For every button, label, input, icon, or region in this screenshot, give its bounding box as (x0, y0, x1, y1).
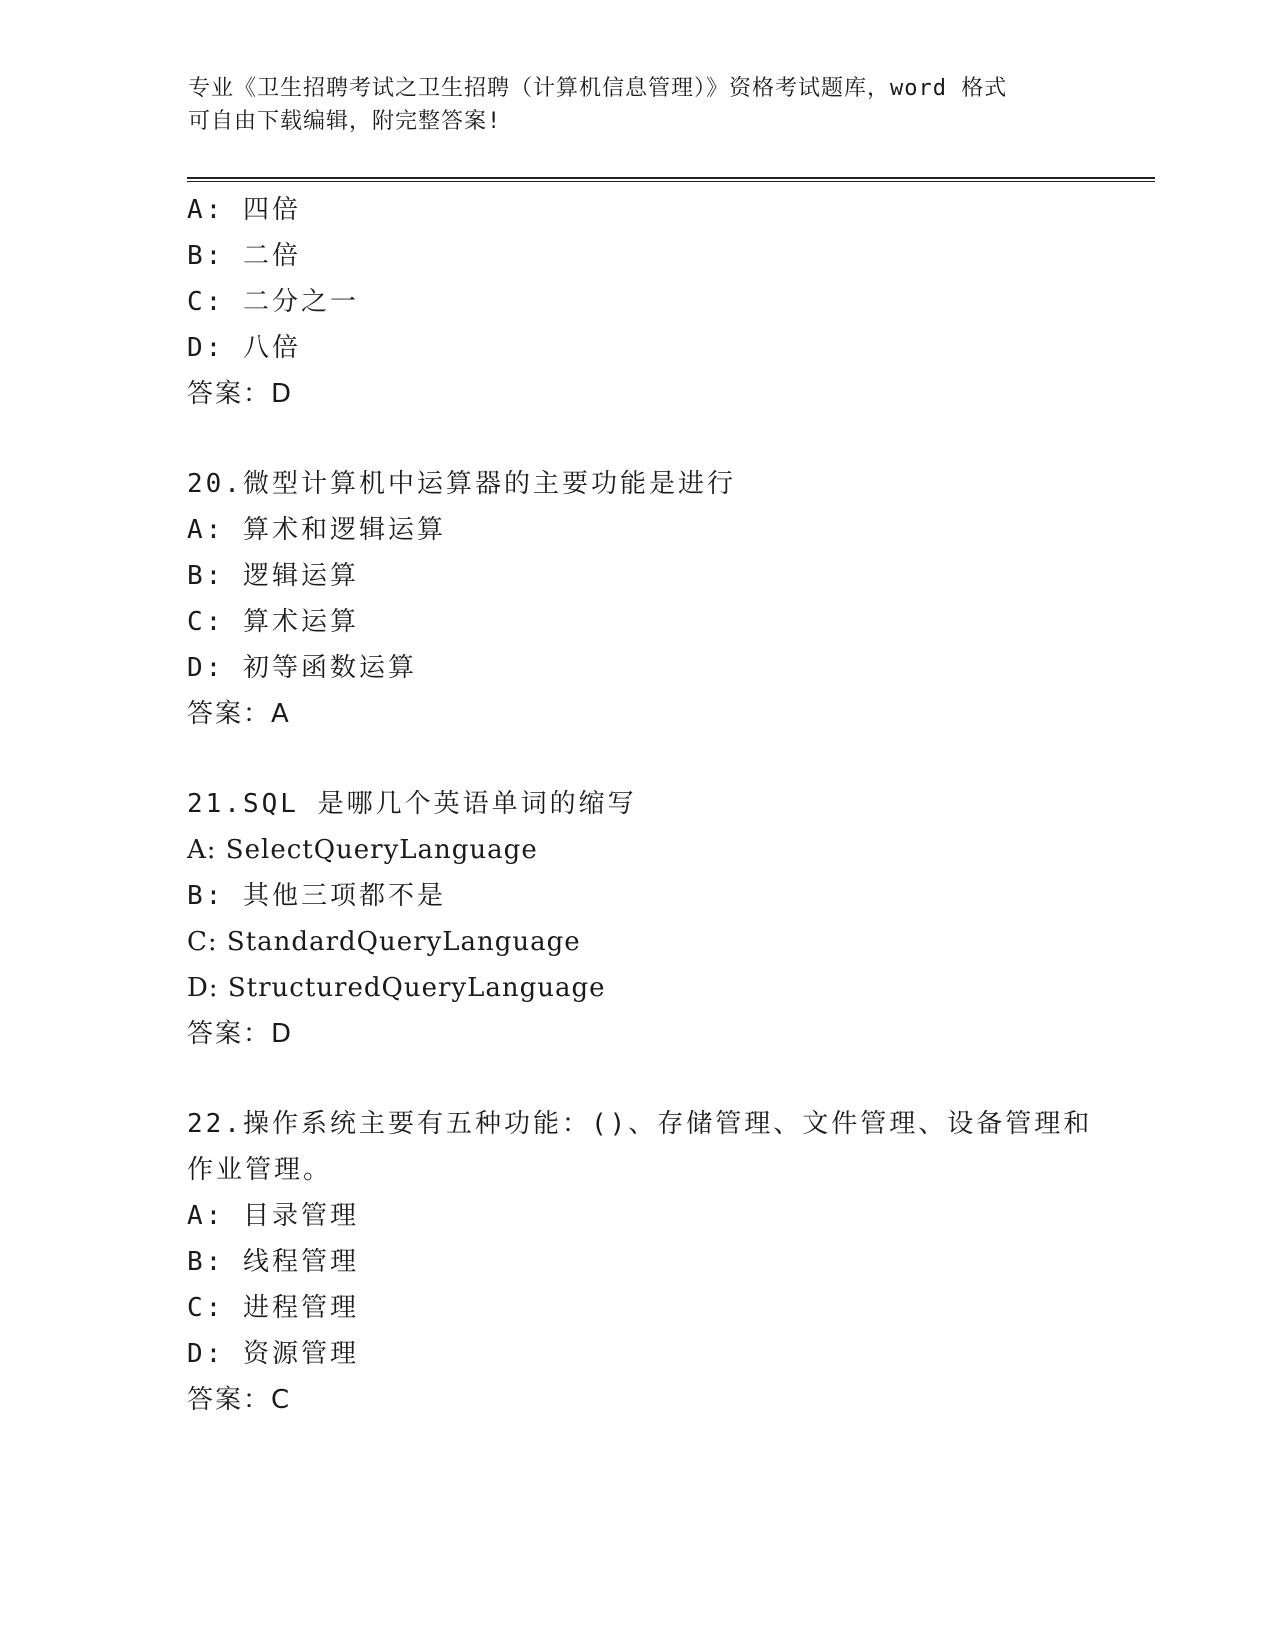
option-d: D: 初等函数运算 (187, 653, 417, 683)
answer-line: 答案：D (187, 379, 294, 409)
option-b: B: 线程管理 (187, 1247, 359, 1277)
option-a: A: 算术和逻辑运算 (187, 515, 446, 545)
option-c: C: StandardQueryLanguage (187, 927, 581, 957)
header-title-line-1: 专业《卫生招聘考试之卫生招聘（计算机信息管理）》资格考试题库，word 格式 (188, 76, 1008, 101)
option-d: D: 资源管理 (187, 1339, 359, 1369)
question-block (187, 781, 1107, 1057)
option-c: C: 进程管理 (187, 1293, 359, 1323)
answer-line: 答案：A (187, 699, 291, 729)
option-a: A: SelectQueryLanguage (187, 835, 538, 865)
question-stem: 20.微型计算机中运算器的主要功能是进行 (187, 469, 736, 499)
question-stem-line-2: 作业管理。 (187, 1155, 333, 1185)
document-header (188, 72, 1068, 138)
answer-line: 答案：D (187, 1019, 294, 1049)
question-stem: 21.SQL 是哪几个英语单词的缩写 (187, 789, 637, 819)
question-block (187, 461, 1107, 737)
question-block (187, 187, 1107, 417)
option-c: C: 算术运算 (187, 607, 359, 637)
option-a: A: 四倍 (187, 195, 301, 225)
question-block (187, 1101, 1107, 1423)
answer-line: 答案：C (187, 1385, 292, 1415)
option-b: B: 逻辑运算 (187, 561, 359, 591)
header-divider (187, 177, 1155, 182)
option-b: B: 其他三项都不是 (187, 881, 446, 911)
header-title-line-2: 可自由下载编辑，附完整答案! (188, 109, 502, 134)
option-a: A: 目录管理 (187, 1201, 359, 1231)
option-b: B: 二倍 (187, 241, 301, 271)
question-stem-line-1: 22.操作系统主要有五种功能：()、存储管理、文件管理、设备管理和 (187, 1109, 1093, 1139)
option-d: D: 八倍 (187, 333, 301, 363)
option-d: D: StructuredQueryLanguage (187, 973, 606, 1003)
option-c: C: 二分之一 (187, 287, 359, 317)
question-list (187, 187, 1107, 1423)
